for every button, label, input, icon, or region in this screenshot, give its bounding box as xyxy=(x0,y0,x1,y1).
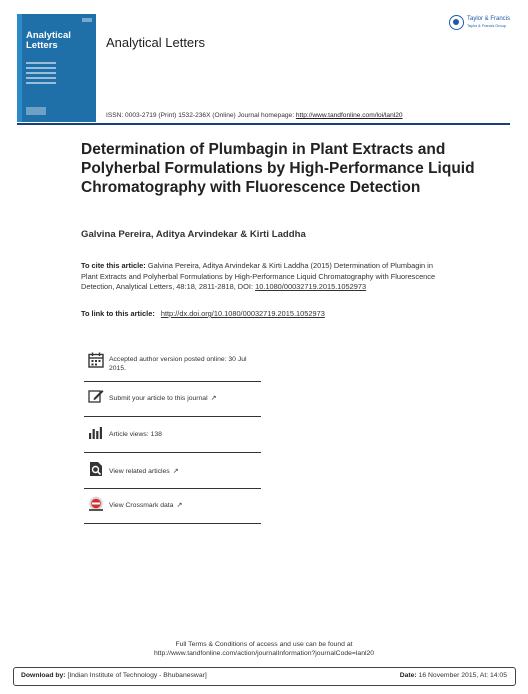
journal-homepage-link[interactable]: http://www.tandfonline.com/loi/lanl20 xyxy=(295,112,403,119)
download-by xyxy=(21,672,207,679)
action-label-text: View related articles xyxy=(109,468,170,475)
publisher-name: Taylor & Francis xyxy=(467,16,511,22)
download-by-value: [Indian Institute of Technology - Bhubaneswar] xyxy=(67,672,207,679)
download-date-label: Date: xyxy=(399,672,417,679)
action-label xyxy=(109,394,259,403)
terms-notice xyxy=(0,640,528,658)
action-label: Article views: 138 xyxy=(109,431,162,438)
edit-icon xyxy=(88,388,104,404)
action-label-text: Submit your article to this journal xyxy=(109,395,208,402)
terms-url[interactable]: http://www.tandfonline.com/action/journalInformation?journalCode=lanl20 xyxy=(153,650,375,657)
action-label-text: View Crossmark data xyxy=(109,502,174,509)
citation-text: Galvina Pereira, Aditya Arvindekar & Kirti Laddha (2015) Determination of Plumbagin in Plant Extracts and Polyherbal Formulations by High-Performance Liquid Chromatography with Fluorescence Detection, Analytical Letters, 48:18, 2811-2818, DOI: xyxy=(81,261,436,291)
download-by-label: Download by: xyxy=(21,672,66,679)
citation-label: To cite this article: xyxy=(81,261,146,270)
article-doi-link[interactable]: http://dx.doi.org/10.1080/00032719.2015.1052973 xyxy=(160,309,325,318)
action-related-articles[interactable] xyxy=(84,453,261,489)
calendar-icon xyxy=(88,352,104,368)
action-label: Accepted author version posted online: 30 Jul 2015. xyxy=(109,356,247,372)
article-link-label: To link to this article: xyxy=(81,309,155,318)
action-label xyxy=(109,467,259,476)
action-submit-article[interactable] xyxy=(84,382,261,417)
cover-footer xyxy=(26,107,46,115)
action-article-views xyxy=(84,417,261,453)
article-title: Determination of Plumbagin in Plant Extracts and Polyherbal Formulations by High-Performance Liquid Chromatography with Fluorescence Detection xyxy=(81,141,475,196)
publisher-logo[interactable] xyxy=(449,14,515,34)
journal-title[interactable]: Analytical Letters xyxy=(106,35,205,50)
external-link-icon: ↗ xyxy=(176,502,183,509)
crossmark-icon xyxy=(88,496,104,512)
external-link-icon: ↗ xyxy=(172,468,179,475)
action-accepted-version xyxy=(84,346,261,382)
journal-cover-image xyxy=(17,14,96,122)
download-date-value: 16 November 2015, At: 14:05 xyxy=(418,672,507,679)
action-label xyxy=(109,501,259,510)
article-actions-list xyxy=(84,346,261,524)
article-link-block xyxy=(81,309,325,318)
issn-line xyxy=(106,112,403,119)
article-authors: Galvina Pereira, Aditya Arvindekar & Kirti Laddha xyxy=(81,229,306,240)
related-search-icon xyxy=(88,461,104,477)
terms-line: Full Terms & Conditions of access and use can be found at xyxy=(175,641,353,648)
publisher-logo-icon xyxy=(449,15,464,30)
download-date xyxy=(400,672,507,679)
header-divider xyxy=(17,123,510,125)
action-crossmark[interactable] xyxy=(84,489,261,524)
cover-title: Analytical Letters xyxy=(26,30,71,51)
cover-tag xyxy=(82,18,92,22)
issn-text: ISSN: 0003-2719 (Print) 1532-236X (Online) Journal homepage: xyxy=(106,112,295,119)
bar-chart-icon xyxy=(88,424,104,440)
citation-doi-link[interactable]: 10.1080/00032719.2015.1052973 xyxy=(255,282,367,291)
external-link-icon: ↗ xyxy=(210,395,217,402)
citation-block xyxy=(81,261,441,293)
publisher-subtitle: Taylor & Francis Group xyxy=(467,24,506,28)
cover-stripe xyxy=(17,14,22,122)
download-info-bar xyxy=(13,667,516,686)
cover-text-lines xyxy=(26,62,56,87)
